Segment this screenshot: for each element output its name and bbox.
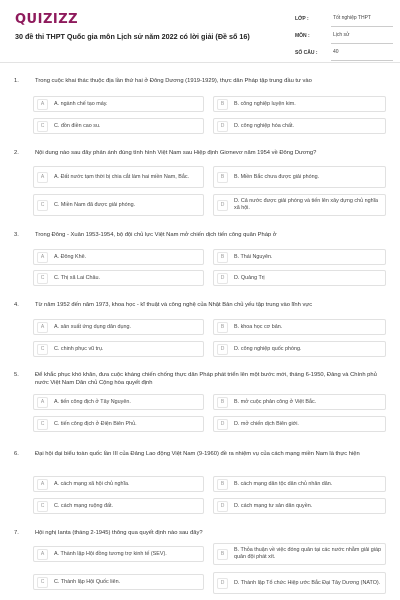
option-text: B. cách mạng dân tộc dân chủ nhân dân.	[234, 480, 333, 487]
option-a[interactable]	[33, 166, 204, 188]
meta-value: 40	[331, 44, 393, 61]
header-divider	[0, 62, 400, 63]
question-text: Từ năm 1952 đến năm 1973, khoa học - kĩ thuật và công nghệ của Nhật Bản chủ yếu tập trung vào lĩnh vực	[35, 302, 313, 308]
option-letter: C	[37, 273, 48, 284]
option-d[interactable]	[213, 118, 386, 134]
option-text: C. Thành lập Hội Quốc liên.	[54, 578, 121, 585]
meta-label: LỚP :	[295, 15, 309, 22]
option-text: A. Đất nước tạm thời bị chia cắt làm hai miền Nam, Bắc.	[54, 173, 190, 180]
page-title: 30 đề thi THPT Quốc gia môn Lịch sử năm 2022 có lời giải (Đề số 16)	[15, 32, 250, 41]
option-letter: C	[37, 121, 48, 132]
question-number: 6.	[14, 451, 19, 457]
option-d[interactable]	[213, 572, 386, 594]
option-a[interactable]	[33, 249, 204, 265]
option-c[interactable]	[33, 270, 204, 286]
option-a[interactable]	[33, 476, 204, 492]
option-b[interactable]	[213, 543, 386, 565]
option-text: D. mở chiến dịch Biên giới.	[234, 420, 299, 427]
meta-label: SỐ CÂU :	[295, 49, 318, 56]
option-text: A. sản xuất ứng dụng dân dụng.	[54, 323, 132, 330]
option-text: B. Miền Bắc chưa được giải phóng.	[234, 173, 320, 180]
option-a[interactable]	[33, 96, 204, 112]
question-text: Trong cuộc khai thác thuộc địa lần thứ hai ở Đông Dương (1919-1929), thực dân Pháp tập trung đầu tư vào	[35, 78, 312, 84]
option-text: B. khoa học cơ bản.	[234, 323, 283, 330]
option-letter: B	[217, 172, 228, 183]
option-letter: D	[217, 501, 228, 512]
option-letter: B	[217, 479, 228, 490]
question-text: Để khắc phục khó khăn, đưa cuộc kháng chiến chống thực dân Pháp phát triển lên một bước mới, tháng 6-1950, Đảng và Chính phủ nước Việt Nam Dân chủ Cộng hòa quyết định	[35, 372, 377, 386]
option-c[interactable]	[33, 194, 204, 216]
option-text: C. cách mạng ruộng đất.	[54, 502, 114, 509]
option-text: C. Miền Nam đã được giải phóng.	[54, 201, 136, 208]
option-letter: A	[37, 322, 48, 333]
option-text: C. đồn điền cao su.	[54, 122, 101, 129]
question-number: 3.	[14, 232, 19, 238]
option-letter: B	[217, 322, 228, 333]
meta-row-count	[295, 44, 393, 61]
option-letter: A	[37, 397, 48, 408]
question-number: 7.	[14, 530, 19, 536]
option-text: A. ngành chế tạo máy.	[54, 100, 108, 107]
option-text: B. công nghiệp luyện kim.	[234, 100, 296, 107]
option-text: C. tiến công địch ở Điện Biên Phủ.	[54, 420, 137, 427]
option-letter: D	[217, 121, 228, 132]
option-letter: D	[217, 578, 228, 589]
option-a[interactable]	[33, 546, 204, 562]
option-letter: D	[217, 344, 228, 355]
option-letter: A	[37, 99, 48, 110]
option-text: B. Thái Nguyên.	[234, 253, 273, 260]
question-text: Trong Đông - Xuân 1953-1954, bộ đội chủ lực Việt Nam mở chiến dịch tiến công quân Pháp ở	[35, 232, 277, 238]
option-letter: B	[217, 99, 228, 110]
option-text: C. chinh phục vũ trụ.	[54, 345, 104, 352]
option-letter: A	[37, 479, 48, 490]
option-letter: C	[37, 577, 48, 588]
meta-value: Lịch sử	[331, 27, 393, 44]
option-d[interactable]	[213, 416, 386, 432]
option-text: B. Thỏa thuận về việc đóng quân tại các nước nhằm giải giáp quân đội phát xít.	[234, 547, 381, 560]
option-a[interactable]	[33, 319, 204, 335]
option-letter: A	[37, 252, 48, 263]
option-text: D. Cả nước được giải phóng và tiến lên xây dựng chủ nghĩa xã hội.	[234, 198, 379, 211]
option-letter: C	[37, 501, 48, 512]
question-text: Hội nghị Ianta (tháng 2-1945) thông qua quyết định nào sau đây?	[35, 530, 203, 536]
meta-row-class	[295, 10, 393, 27]
option-text: D. Thành lập Tổ chức Hiệp ước Bắc Đại Tây Dương (NATO).	[234, 579, 381, 586]
option-text: A. Thành lập Hội đồng tương trợ kinh tế (SEV).	[54, 550, 167, 557]
question-number: 2.	[14, 150, 19, 156]
meta-value: Tốt nghiệp THPT	[331, 10, 393, 27]
option-b[interactable]	[213, 249, 386, 265]
option-d[interactable]	[213, 341, 386, 357]
option-d[interactable]	[213, 498, 386, 514]
option-text: D. Quảng Trị	[234, 274, 265, 281]
option-letter: A	[37, 549, 48, 560]
option-b[interactable]	[213, 96, 386, 112]
option-text: C. Thị xã Lai Châu.	[54, 274, 101, 281]
question-number: 4.	[14, 302, 19, 308]
option-letter: D	[217, 273, 228, 284]
option-letter: C	[37, 344, 48, 355]
question-number: 5.	[14, 372, 19, 378]
question-text: Nội dung nào sau đây phản ánh đúng tình hình Việt Nam sau Hiệp định Giơnevơ năm 1954 về Đông Dương?	[35, 150, 317, 156]
option-b[interactable]	[213, 394, 386, 410]
option-text: D. cách mạng tư sản dân quyền.	[234, 502, 313, 509]
option-c[interactable]	[33, 498, 204, 514]
option-text: A. cách mạng xã hội chủ nghĩa.	[54, 480, 130, 487]
option-letter: B	[217, 397, 228, 408]
option-letter: D	[217, 419, 228, 430]
option-c[interactable]	[33, 118, 204, 134]
option-text: D. công nghiệp quốc phòng.	[234, 345, 302, 352]
option-b[interactable]	[213, 476, 386, 492]
option-letter: B	[217, 252, 228, 263]
option-letter: C	[37, 200, 48, 211]
option-b[interactable]	[213, 319, 386, 335]
option-d[interactable]	[213, 270, 386, 286]
option-c[interactable]	[33, 416, 204, 432]
option-letter: A	[37, 172, 48, 183]
option-text: A. Đông Khê.	[54, 253, 87, 260]
option-a[interactable]	[33, 394, 204, 410]
option-d[interactable]	[213, 194, 386, 216]
question-number: 1.	[14, 78, 19, 84]
meta-label: MÔN :	[295, 32, 310, 39]
meta-row-subject	[295, 27, 393, 44]
option-b[interactable]	[213, 166, 386, 188]
worksheet-meta	[295, 10, 393, 61]
option-text: B. mở cuộc phản công ở Việt Bắc.	[234, 398, 317, 405]
option-letter: C	[37, 419, 48, 430]
quizizz-logo: QUIZIZZ	[15, 12, 79, 27]
option-c[interactable]	[33, 341, 204, 357]
option-letter: B	[217, 549, 228, 560]
option-c[interactable]	[33, 574, 204, 590]
option-text: A. tiến công địch ở Tây Nguyên.	[54, 398, 131, 405]
question-text: Đại hội đại biểu toàn quốc lần III của Đảng Lao động Việt Nam (9-1960) đề ra nhiệm vụ của cách mạng miền Nam là thực hiện	[35, 451, 360, 457]
option-letter: D	[217, 200, 228, 211]
option-text: D. công nghiệp hóa chất.	[234, 122, 294, 129]
